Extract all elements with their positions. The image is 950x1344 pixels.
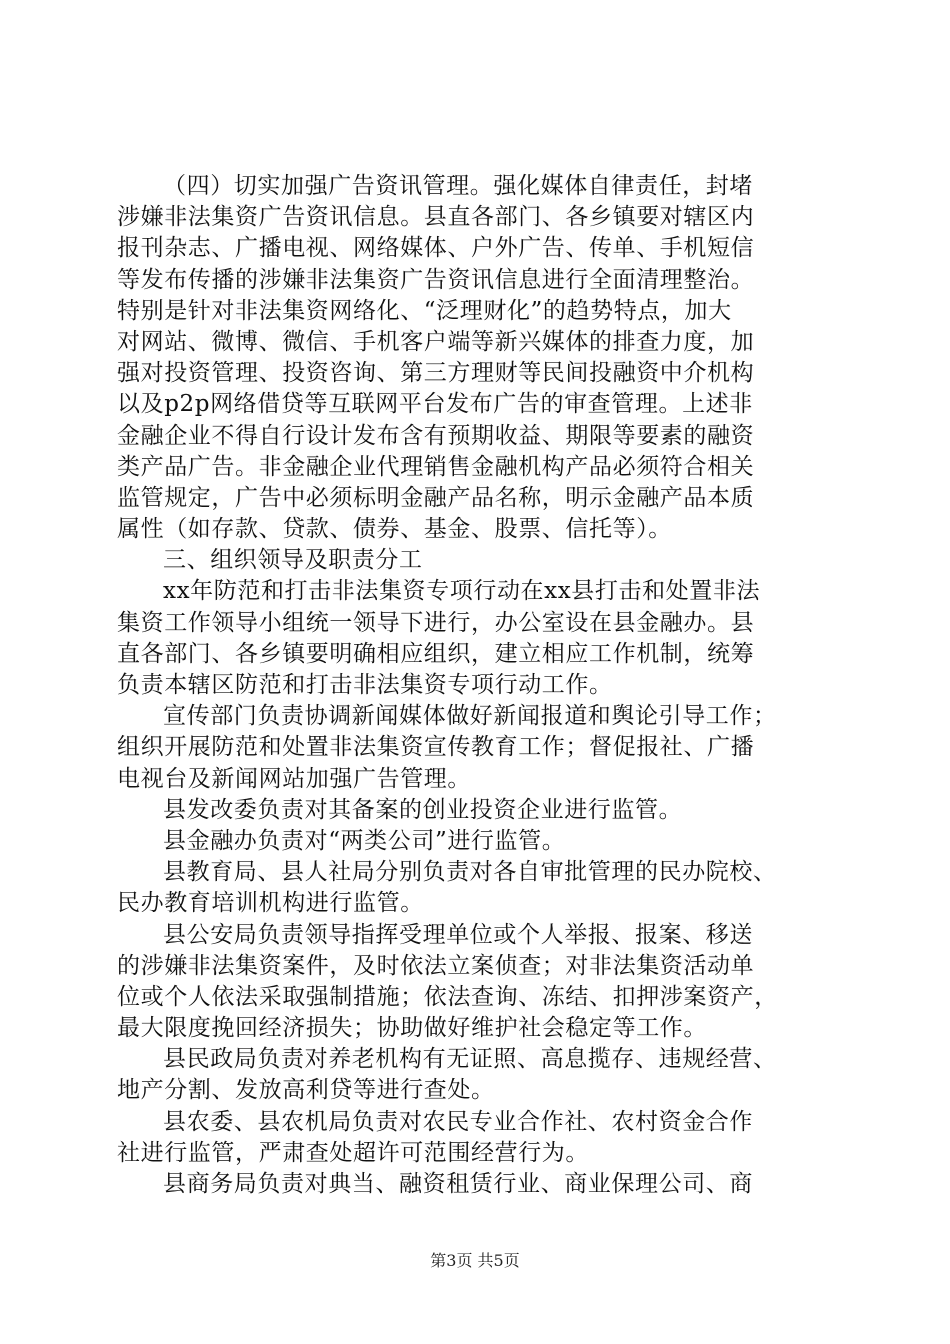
paragraph-line: 的涉嫌非法集资案件，及时依法立案侦查；对非法集资活动单 (117, 952, 755, 979)
page-number-footer: 第3页 共5页 (430, 1251, 520, 1270)
paragraph-line: 宣传部门负责协调新闻媒体做好新闻报道和舆论引导工作； (163, 703, 777, 730)
paragraph-line: 类产品广告。非金融企业代理销售金融机构产品必须符合相关 (117, 453, 755, 480)
paragraph-line: xx年防范和打击非法集资专项行动在xx县打击和处置非法 (163, 578, 761, 605)
paragraph-line: 对网站、微博、微信、手机客户端等新兴媒体的排查力度，加 (117, 328, 755, 355)
paragraph-line: 位或个人依法采取强制措施；依法查询、冻结、扣押涉案资产， (117, 983, 778, 1010)
section-heading: 三、组织领导及职责分工 (163, 547, 423, 574)
paragraph-line: 特别是针对非法集资网络化、“泛理财化”的趋势特点，加大 (117, 297, 732, 324)
paragraph-line: 最大限度挽回经济损失；协助做好维护社会稳定等工作。 (117, 1015, 707, 1042)
paragraph-line: 社进行监管，严肃查处超许可范围经营行为。 (117, 1139, 589, 1166)
paragraph-line: 强对投资管理、投资咨询、第三方理财等民间投融资中介机构 (117, 360, 755, 387)
paragraph-line: 监管规定，广告中必须标明金融产品名称，明示金融产品本质 (117, 484, 755, 511)
document-body (117, 171, 833, 1200)
paragraph-line: 县公安局负责领导指挥受理单位或个人举报、报案、移送 (163, 921, 753, 948)
paragraph-line: 组织开展防范和处置非法集资宣传教育工作；督促报社、广播 (117, 734, 755, 761)
paragraph-line: 金融企业不得自行设计发布含有预期收益、期限等要素的融资 (117, 422, 755, 449)
paragraph-line: 县商务局负责对典当、融资租赁行业、商业保理公司、商 (163, 1171, 753, 1197)
paragraph-line: 集资工作领导小组统一领导下进行，办公室设在县金融办。县 (117, 609, 755, 636)
paragraph-line: 电视台及新闻网站加强广告管理。 (117, 765, 471, 792)
paragraph-line: 地产分割、发放高利贷等进行查处。 (117, 1077, 495, 1104)
paragraph-line: （四）切实加强广告资讯管理。强化媒体自律责任，封堵 (163, 173, 753, 199)
paragraph-line: 县发改委负责对其备案的创业投资企业进行监管。 (163, 796, 683, 823)
paragraph-line: 县民政局负责对养老机构有无证照、高息揽存、违规经营、 (163, 1046, 777, 1073)
paragraph-line: 属性（如存款、贷款、债券、基金、股票、信托等）。 (117, 516, 672, 543)
paragraph-line: 直各部门、各乡镇要明确相应组织，建立相应工作机制，统筹 (117, 640, 755, 667)
paragraph-line: 县农委、县农机局负责对农民专业合作社、农村资金合作 (163, 1108, 753, 1135)
paragraph-line: 以及p2p网络借贷等互联网平台发布广告的审查管理。上述非 (117, 391, 753, 418)
paragraph-line: 等发布传播的涉嫌非法集资广告资讯信息进行全面清理整治。 (117, 266, 755, 293)
paragraph-line: 县教育局、县人社局分别负责对各自审批管理的民办院校、 (163, 859, 777, 886)
paragraph-line: 负责本辖区防范和打击非法集资专项行动工作。 (117, 672, 613, 698)
paragraph-line: 涉嫌非法集资广告资讯信息。县直各部门、各乡镇要对辖区内 (117, 204, 755, 231)
paragraph-line: 县金融办负责对“两类公司”进行监管。 (163, 827, 566, 854)
paragraph-line: 民办教育培训机构进行监管。 (117, 890, 424, 917)
paragraph-line: 报刊杂志、广播电视、网络媒体、户外广告、传单、手机短信 (117, 235, 755, 262)
